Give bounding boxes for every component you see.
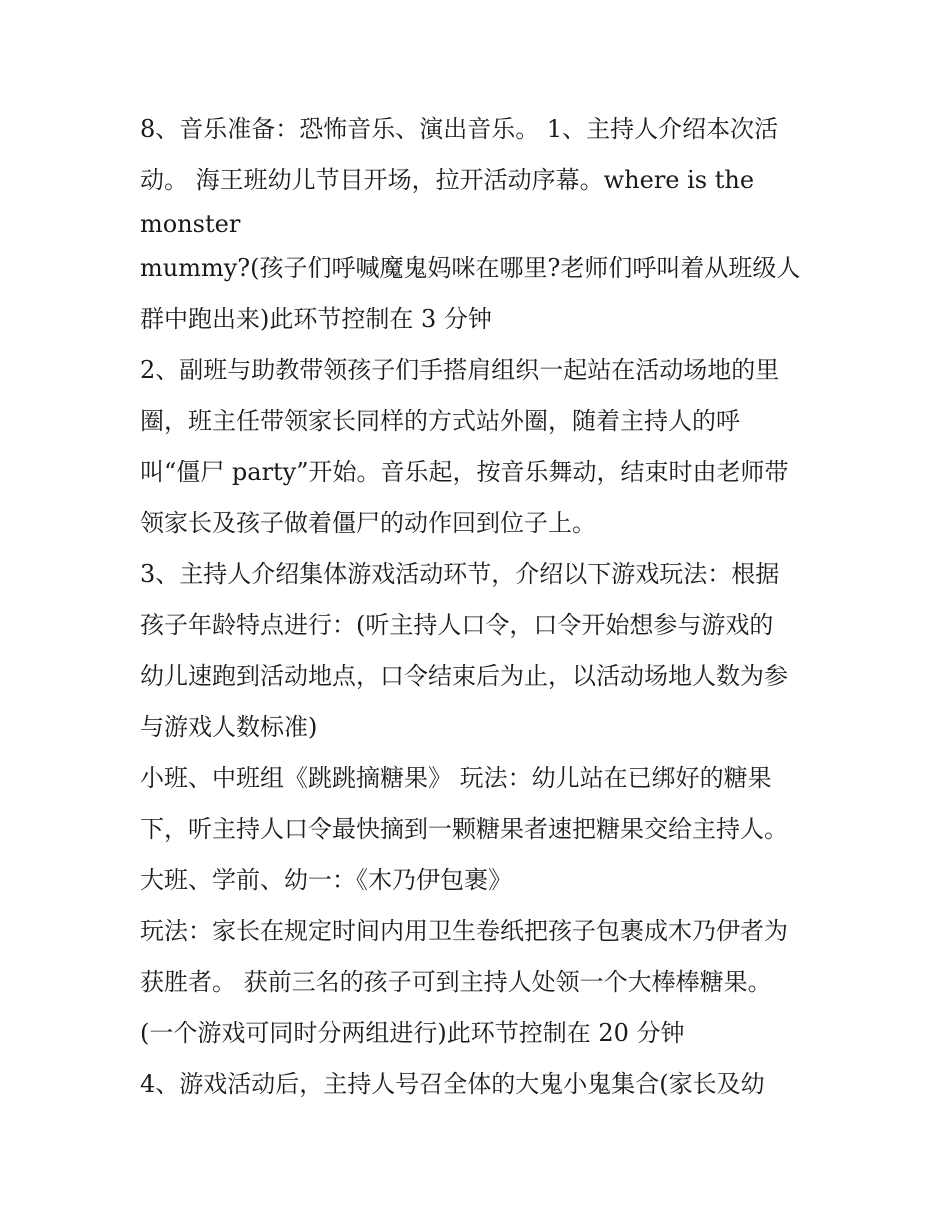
text-line: 幼儿速跑到活动地点，口令结束后为止，以活动场地人数为参 [140,662,788,690]
text-line: 叫“僵尸 party”开始。音乐起，按音乐舞动，结束时由老师带 [140,458,789,486]
text-line: 动。 海王班幼儿节目开场，拉开活动序幕。where is the [140,166,755,194]
document-body [140,104,820,1110]
text-line: 圈，班主任带领家长同样的方式站外圈，随着主持人的呼 [140,407,740,435]
text-line: 群中跑出来)此环节控制在 3 分钟 [140,305,492,333]
text-line: 领家长及孩子做着僵尸的动作回到位子上。 [140,509,596,537]
text-line: 8、音乐准备：恐怖音乐、演出音乐。 1、主持人介绍本次活 [140,115,779,143]
text-line: mummy?(孩子们呼喊魔鬼妈咪在哪里?老师们呼叫着从班级人 [140,254,801,282]
text-line: 4、游戏活动后，主持人号召全体的大鬼小鬼集合(家长及幼 [140,1070,765,1098]
text-line: 3、主持人介绍集体游戏活动环节，介绍以下游戏玩法：根据 [140,560,780,588]
text-line: 大班、学前、幼一：《木乃伊包裹》 [140,866,512,894]
text-line: 与游戏人数标准) [140,713,318,741]
text-line: 玩法：家长在规定时间内用卫生卷纸把孩子包裹成木乃伊者为 [140,917,788,945]
text-line: 小班、中班组《跳跳摘糖果》 玩法：幼儿站在已绑好的糖果 [140,764,772,792]
text-line: 获胜者。 获前三名的孩子可到主持人处领一个大棒棒糖果。 [140,968,772,996]
text-line: monster [140,210,241,238]
text-line: 下，听主持人口令最快摘到一颗糖果者速把糖果交给主持人。 [140,815,788,843]
text-line: 孩子年龄特点进行：(听主持人口令，口令开始想参与游戏的 [140,611,774,639]
text-line: (一个游戏可同时分两组进行)此环节控制在 20 分钟 [140,1019,685,1047]
text-line: 2、副班与助教带领孩子们手搭肩组织一起站在活动场地的里 [140,356,780,384]
